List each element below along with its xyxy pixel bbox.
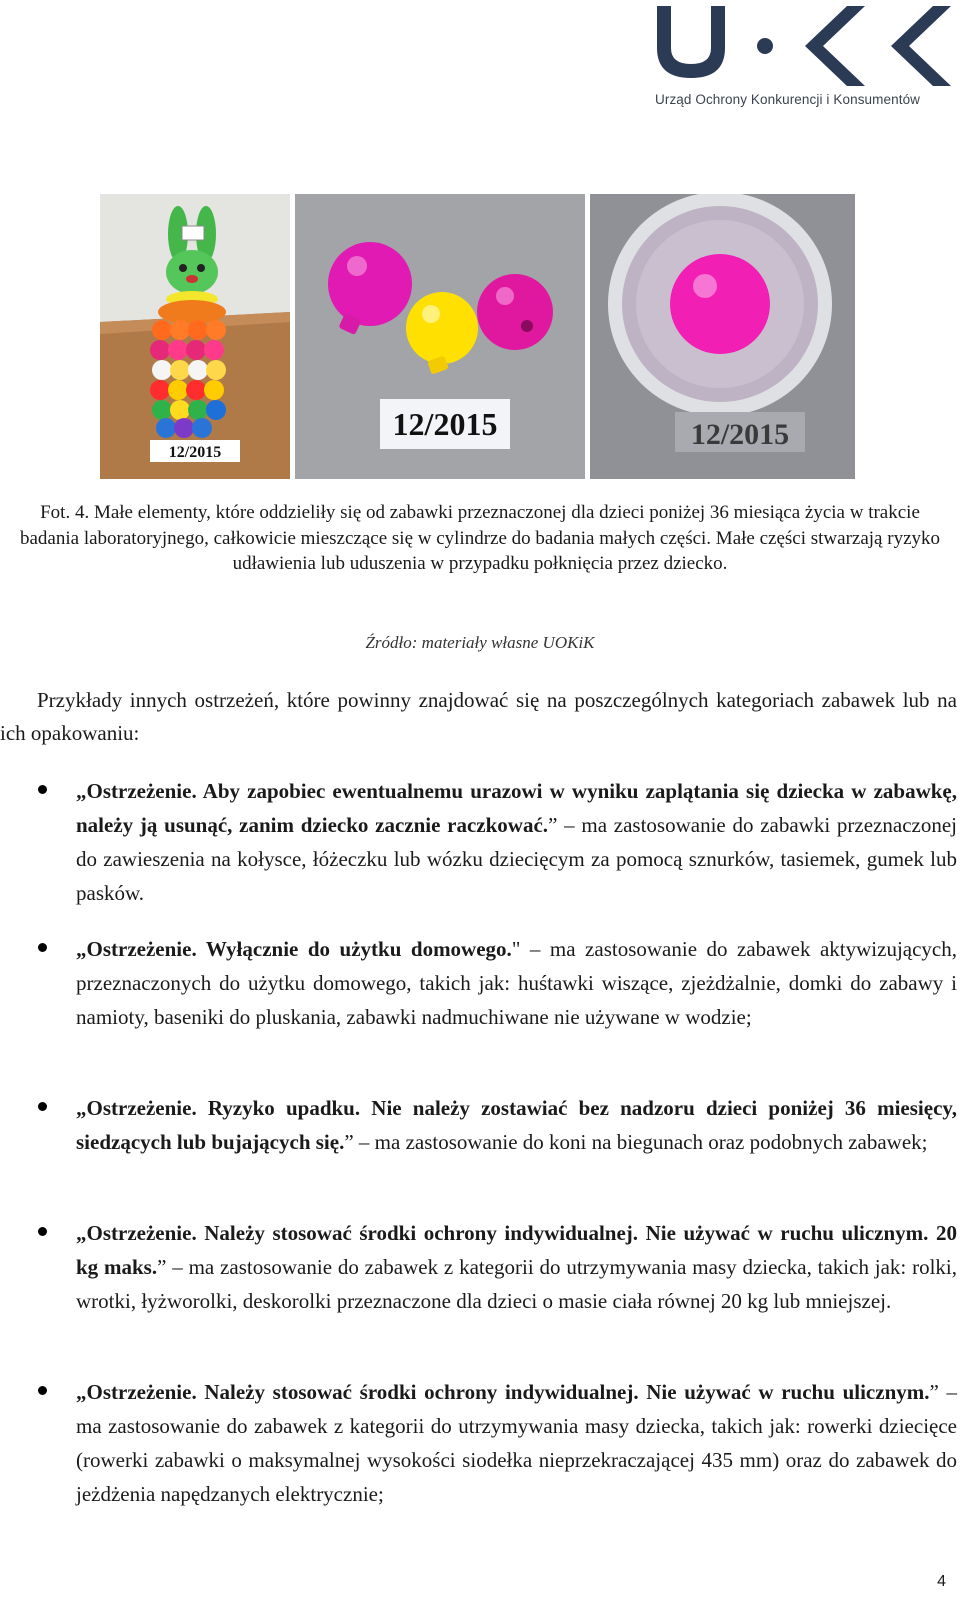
bullet-icon <box>38 943 47 952</box>
uokik-logo <box>655 0 955 115</box>
warning-text <box>76 932 957 1034</box>
warning-rest: ” – ma zastosowanie do koni na biegunach oraz podobnych zabawek; <box>344 1130 928 1154</box>
warning-text <box>76 1091 957 1159</box>
warning-text <box>76 774 957 910</box>
bullet-icon <box>38 785 47 794</box>
warning-text <box>76 1375 957 1511</box>
intro-paragraph: Przykłady innych ostrzeżeń, które powinny znajdować się na poszczególnych kategoriach zabawek lub na ich opakowaniu: <box>0 688 957 745</box>
warning-bold: „Ostrzeżenie. Aby zapobiec ewentualnemu urazowi w wyniku zaplątania się dziecka w zabawkę, należy ją usunąć, zanim dziecko zacznie raczkować. <box>76 779 957 837</box>
page-number: 4 <box>937 1573 946 1590</box>
figure-caption: Fot. 4. Małe elementy, które oddzieliły się od zabawki przeznaczonej dla dzieci poniżej 36 miesiąca życia w trakcie badania laboratoryjnego, całkowicie mieszczące się w cylindrze do badania małych części. Małe części stwarzają ryzyko udławienia lub uduszenia w przypadku połknięcia przez dziecko. <box>20 502 940 574</box>
photo-test-cylinder <box>590 194 855 479</box>
warning-bold: „Ostrzeżenie. Należy stosować środki ochrony indywidualnej. Nie używać w ruchu ulicznym. 20 kg maks. <box>76 1221 957 1279</box>
warning-rest: ” – ma zastosowanie do zabawek z kategorii do utrzymywania masy dziecka, takich jak: rolki, wrotki, łyżworolki, deskorolki przeznaczone dla dzieci o masie ciała równej 20 kg lub mniejszej. <box>76 1255 957 1313</box>
photo1-label: 12/2015 <box>168 444 222 461</box>
warning-bold: „Ostrzeżenie. Wyłącznie do użytku domowego. <box>76 937 512 961</box>
uokik-logo-mark <box>655 0 955 92</box>
warning-rest: " – ma zastosowanie do zabawek aktywizujących, przeznaczonych do użytku domowego, takich jak: huśtawki wiszące, zjeżdżalnie, domki do zabawy i namioty, baseniki do pluskania, zabawki nadmuchiwane nie używane w wodzie; <box>76 937 958 1029</box>
warning-text <box>76 1216 957 1318</box>
photo-toy-stacker <box>100 194 290 479</box>
photo3-label: 12/2015 <box>690 418 790 451</box>
photo2-label: 12/2015 <box>392 406 498 442</box>
warning-bold: „Ostrzeżenie. Ryzyko upadku. Nie należy zostawiać bez nadzoru dzieci poniżej 36 miesięcy, siedzących lub bujających się. <box>76 1096 957 1154</box>
bullet-icon <box>38 1102 47 1111</box>
warning-rest: ” – ma zastosowanie do zabawek z kategorii do utrzymywania masy dziecka, takich jak: rowerki dziecięce (rowerki zabawki o maksymalnej wysokości siodełka nieprzekraczającej 435 mm) oraz do zabawek do jeżdżenia napędzanych elektrycznie; <box>76 1380 957 1506</box>
bullet-icon <box>38 1227 47 1236</box>
warning-bold: „Ostrzeżenie. Należy stosować środki ochrony indywidualnej. Nie używać w ruchu ulicznym. <box>76 1380 930 1404</box>
figure-source: Źródło: materiały własne UOKiK <box>365 633 595 652</box>
bullet-icon <box>38 1386 47 1395</box>
photo-small-balls <box>295 194 585 479</box>
warning-rest: ” – ma zastosowanie do zabawki przeznaczonej do zawieszenia na kołysce, łóżeczku lub wózku dziecięcym za pomocą sznurków, tasiemek, gumek lub pasków. <box>76 813 957 905</box>
logo-organization-name: Urząd Ochrony Konkurencji i Konsumentów <box>655 92 921 107</box>
